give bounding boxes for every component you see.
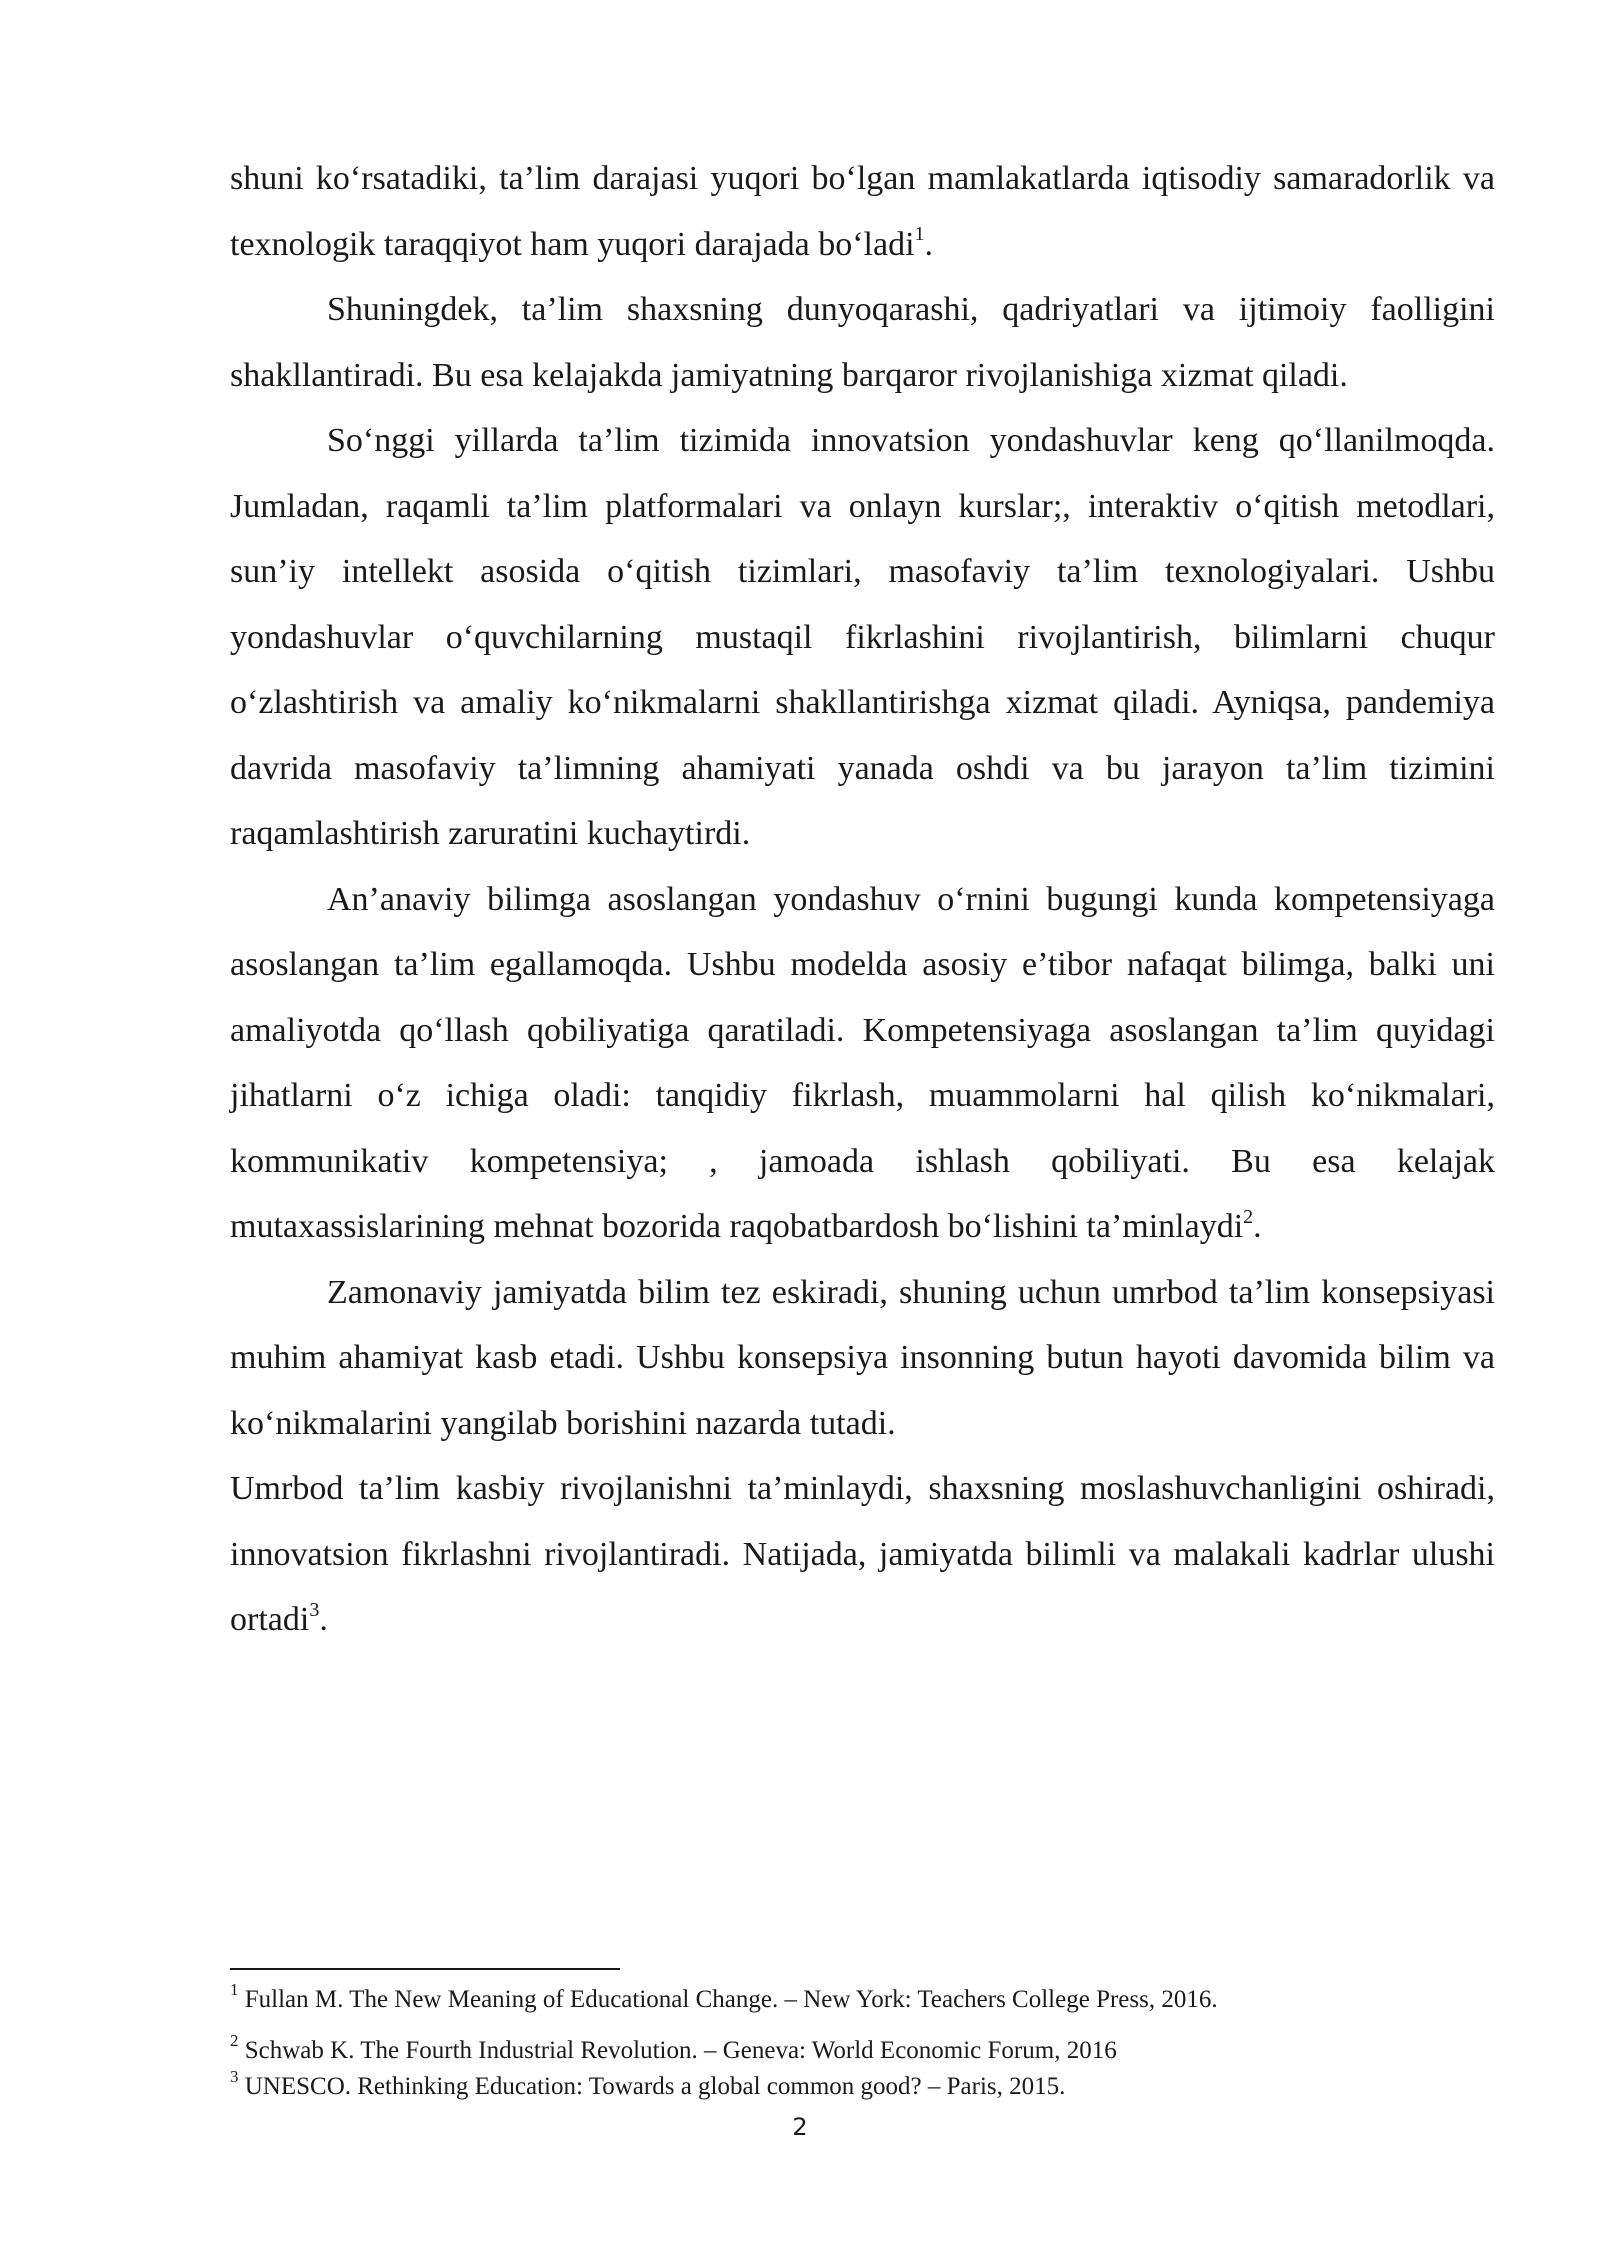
paragraph-1-tail: . (924, 225, 934, 263)
paragraph-2-text: Shuningdek, ta’lim shaxsning dunyoqarashi, qadriyatlari va ijtimoiy faolligini shakllantiradi. Bu esa kelajakda jamiyatning barqaror rivojlanishiga xizmat qiladi. (230, 291, 1495, 394)
page-number: 2 (792, 2113, 808, 2141)
body-text (230, 146, 1495, 1653)
paragraph-1-text: shuni ko‘rsatadiki, ta’lim darajasi yuqori bo‘lgan mamlakatlarda iqtisodiy samaradorlik va texnologik taraqqiyot ham yuqori darajada bo‘ladi (230, 160, 1495, 263)
footnote-ref-2[interactable]: 2 (1243, 1205, 1254, 1228)
paragraph-5 (230, 1260, 1495, 1457)
footnote-1 (230, 1979, 1495, 2018)
paragraph-6-text: Umrbod ta’lim kasbiy rivojlanishni ta’minlaydi, shaxsning moslashuvchanligini oshiradi, innovatsion fikrlashni rivojlantiradi. Natijada, jamiyatda bilimli va malakali kadrlar ulushi ortadi (230, 1470, 1495, 1638)
paragraph-6-tail: . (319, 1601, 328, 1638)
paragraph-3 (230, 408, 1495, 867)
paragraph-2 (230, 277, 1495, 408)
footnote-2-number: 2 (230, 2030, 239, 2050)
footnote-ref-1[interactable]: 1 (914, 223, 925, 246)
footnote-ref-3[interactable]: 3 (309, 1598, 320, 1621)
footnote-3-text: UNESCO. Rethinking Education: Towards a global common good? – Paris, 2015. (238, 2073, 1066, 2100)
footnote-3 (230, 2066, 1495, 2105)
footnote-2 (230, 2030, 1495, 2069)
paragraph-1 (230, 146, 1495, 277)
paragraph-4-tail: . (1253, 1208, 1262, 1245)
paragraph-4 (230, 867, 1495, 1260)
paragraph-6 (230, 1456, 1495, 1653)
footnote-3-number: 3 (230, 2066, 239, 2086)
paragraph-4-text: An’anaviy bilimga asoslangan yondashuv o‘rnini bugungi kunda kompetensiyaga asoslangan ta’lim egallamoqda. Ushbu modelda asosiy e’tibor nafaqat bilimga, balki uni amaliyotda qo‘llash qobiliyatiga qaratiladi. Kompetensiyaga asoslangan ta’lim quyidagi jihatlarni o‘z ichiga oladi: tanqidiy fikrlash, muammolarni hal qilish ko‘nikmalari, kommunikativ kompetensiya; , jamoada ishlash qobiliyati. Bu esa kelajak mutaxassislarining mehnat bozorida raqobatbardosh bo‘lishini ta’minlaydi (230, 880, 1495, 1245)
footnote-1-text: Fullan M. The New Meaning of Educational Change. – New York: Teachers College Press, 2016. (238, 1986, 1218, 2013)
footnote-separator (230, 1968, 620, 1970)
footnote-1-number: 1 (230, 1979, 239, 1999)
paragraph-5-text: Zamonaviy jamiyatda bilim tez eskiradi, shuning uchun umrbod ta’lim konsepsiyasi muhim ahamiyat kasb etadi. Ushbu konsepsiya insonning butun hayoti davomida bilim va ko‘nikmalarini yangilab borishini nazarda tutadi. (230, 1273, 1495, 1442)
paragraph-3-text: So‘nggi yillarda ta’lim tizimida innovatsion yondashuvlar keng qo‘llanilmoqda. Jumladan, raqamli ta’lim platformalari va onlayn kurslar;, interaktiv o‘qitish metodlari, sun’iy intellekt asosida o‘qitish tizimlari, masofaviy ta’lim texnologiyalari. Ushbu yondashuvlar o‘quvchilarning mustaqil fikrlashini rivojlantirish, bilimlarni chuqur o‘zlashtirish va amaliy ko‘nikmalarni shakllantirishga xizmat qiladi. Ayniqsa, pandemiya davrida masofaviy ta’limning ahamiyati yanada oshdi va bu jarayon ta’lim tizimini raqamlashtirish zaruratini kuchaytirdi. (230, 422, 1495, 852)
footnotes (230, 1979, 1495, 2105)
footnote-2-text: Schwab K. The Fourth Industrial Revolution. – Geneva: World Economic Forum, 2016 (238, 2037, 1117, 2064)
